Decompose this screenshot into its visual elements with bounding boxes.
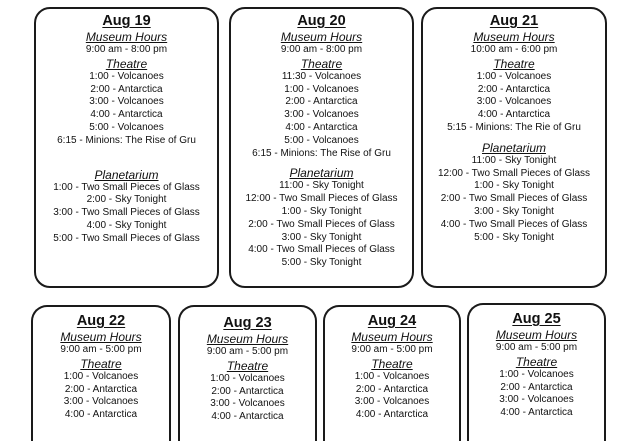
hours-heading: Museum Hours (351, 330, 433, 344)
theatre-showing: 2:00 - Antarctica (477, 83, 551, 95)
hours-heading: Museum Hours (473, 30, 555, 44)
museum-hours: 9:00 am - 5:00 pm (351, 344, 433, 355)
theatre-heading: Theatre (515, 354, 558, 369)
theatre-showing: 3:00 - Volcanoes (210, 398, 285, 410)
planetarium-showing: 11:00 - Sky Tonight (279, 180, 364, 192)
theatre-showing: 5:15 - Minions: The Rie of Gru (447, 121, 581, 133)
planetarium-showing: 4:00 - Sky Tonight (86, 219, 167, 231)
day-card-aug-22 (31, 305, 171, 441)
planetarium-showing: 12:00 - Two Small Pieces of Glass (245, 193, 398, 205)
theatre-showing: 4:00 - Antarctica (90, 109, 163, 121)
planetarium-showing: 5:00 - Sky Tonight (281, 257, 362, 269)
hours-heading: Museum Hours (495, 328, 578, 342)
theatre-heading: Theatre (105, 56, 148, 71)
day-date: Aug 21 (489, 13, 539, 29)
theatre-showing: 2:00 - Antarctica (355, 383, 429, 395)
theatre-showing: 1:00 - Volcanoes (210, 372, 285, 384)
theatre-heading: Theatre (300, 56, 343, 71)
planetarium-showing: 2:00 - Sky Tonight (86, 194, 167, 206)
theatre-showing: 5:00 - Volcanoes (284, 134, 359, 146)
museum-hours: 10:00 am - 6:00 pm (470, 44, 558, 55)
day-card-aug-20 (229, 7, 414, 288)
theatre-showing: 3:00 - Volcanoes (476, 96, 552, 108)
theatre-showing: 4:00 - Antarctica (500, 407, 573, 419)
theatre-showing: 4:00 - Antarctica (285, 121, 358, 133)
day-date: Aug 25 (512, 311, 561, 327)
theatre-showing: 2:00 - Antarctica (64, 383, 138, 395)
theatre-showing: 2:00 - Antarctica (90, 83, 163, 95)
planetarium-showing: 1:00 - Two Small Pieces of Glass (53, 181, 200, 193)
theatre-showing: 4:00 - Antarctica (64, 409, 138, 421)
theatre-showing: 1:00 - Volcanoes (354, 370, 430, 382)
planetarium-showing: 4:00 - Two Small Pieces of Glass (248, 244, 395, 256)
theatre-heading: Theatre (493, 56, 535, 71)
theatre-showing: 4:00 - Antarctica (355, 409, 429, 421)
museum-hours: 9:00 am - 8:00 pm (280, 44, 363, 55)
theatre-showing: 1:00 - Volcanoes (89, 70, 164, 82)
theatre-showing: 1:00 - Volcanoes (284, 83, 359, 95)
theatre-showing: 2:00 - Antarctica (211, 385, 284, 397)
planetarium-showing: 1:00 - Sky Tonight (281, 205, 362, 217)
day-date: Aug 19 (102, 13, 151, 29)
hours-heading: Museum Hours (280, 30, 363, 44)
planetarium-showing: 4:00 - Two Small Pieces of Glass (440, 218, 588, 230)
planetarium-showing: 3:00 - Sky Tonight (281, 231, 362, 243)
hours-heading: Museum Hours (206, 332, 289, 346)
theatre-heading: Theatre (80, 356, 122, 371)
theatre-showing: 5:00 - Volcanoes (89, 121, 164, 133)
day-card-aug-24 (323, 305, 461, 441)
museum-hours: 9:00 am - 5:00 pm (206, 346, 289, 357)
planetarium-showing: 5:00 - Sky Tonight (474, 231, 554, 243)
theatre-showing: 3:00 - Volcanoes (499, 394, 574, 406)
theatre-heading: Theatre (226, 358, 269, 373)
planetarium-showing: 12:00 - Two Small Pieces of Glass (437, 167, 591, 179)
planetarium-heading: Planetarium (94, 167, 159, 182)
day-card-aug-21 (421, 7, 607, 288)
day-date: Aug 22 (76, 313, 126, 329)
planetarium-showing: 11:00 - Sky Tonight (471, 154, 557, 166)
planetarium-showing: 2:00 - Two Small Pieces of Glass (248, 218, 395, 230)
theatre-showing: 3:00 - Volcanoes (63, 396, 139, 408)
museum-hours: 9:00 am - 5:00 pm (60, 344, 142, 355)
planetarium-showing: 3:00 - Two Small Pieces of Glass (53, 207, 200, 219)
day-date: Aug 23 (223, 315, 272, 331)
museum-hours: 9:00 am - 5:00 pm (495, 342, 578, 353)
day-date: Aug 24 (367, 313, 417, 329)
theatre-showing: 3:00 - Volcanoes (354, 396, 430, 408)
theatre-showing: 3:00 - Volcanoes (284, 109, 359, 121)
theatre-showing: 1:00 - Volcanoes (499, 368, 574, 380)
theatre-showing: 6:15 - Minions: The Rise of Gru (252, 147, 391, 159)
theatre-showing: 6:15 - Minions: The Rise of Gru (57, 134, 196, 146)
day-card-aug-19 (34, 7, 219, 288)
theatre-showing: 4:00 - Antarctica (477, 109, 551, 121)
planetarium-showing: 1:00 - Sky Tonight (474, 180, 554, 192)
theatre-showing: 1:00 - Volcanoes (63, 370, 139, 382)
hours-heading: Museum Hours (85, 30, 168, 44)
day-date: Aug 20 (297, 13, 346, 29)
theatre-showing: 4:00 - Antarctica (211, 411, 284, 423)
museum-hours: 9:00 am - 8:00 pm (85, 44, 168, 55)
hours-heading: Museum Hours (60, 330, 142, 344)
day-card-aug-25 (467, 303, 606, 441)
theatre-showing: 11:30 - Volcanoes (281, 70, 362, 82)
theatre-showing: 2:00 - Antarctica (285, 96, 358, 108)
theatre-showing: 2:00 - Antarctica (500, 381, 573, 393)
theatre-heading: Theatre (371, 356, 413, 371)
theatre-showing: 3:00 - Volcanoes (89, 96, 164, 108)
theatre-showing: 1:00 - Volcanoes (476, 70, 552, 82)
planetarium-showing: 2:00 - Two Small Pieces of Glass (440, 193, 588, 205)
planetarium-heading: Planetarium (289, 166, 354, 181)
planetarium-showing: 3:00 - Sky Tonight (474, 205, 554, 217)
planetarium-showing: 5:00 - Two Small Pieces of Glass (53, 232, 200, 244)
planetarium-heading: Planetarium (481, 140, 547, 155)
day-card-aug-23 (178, 305, 317, 441)
